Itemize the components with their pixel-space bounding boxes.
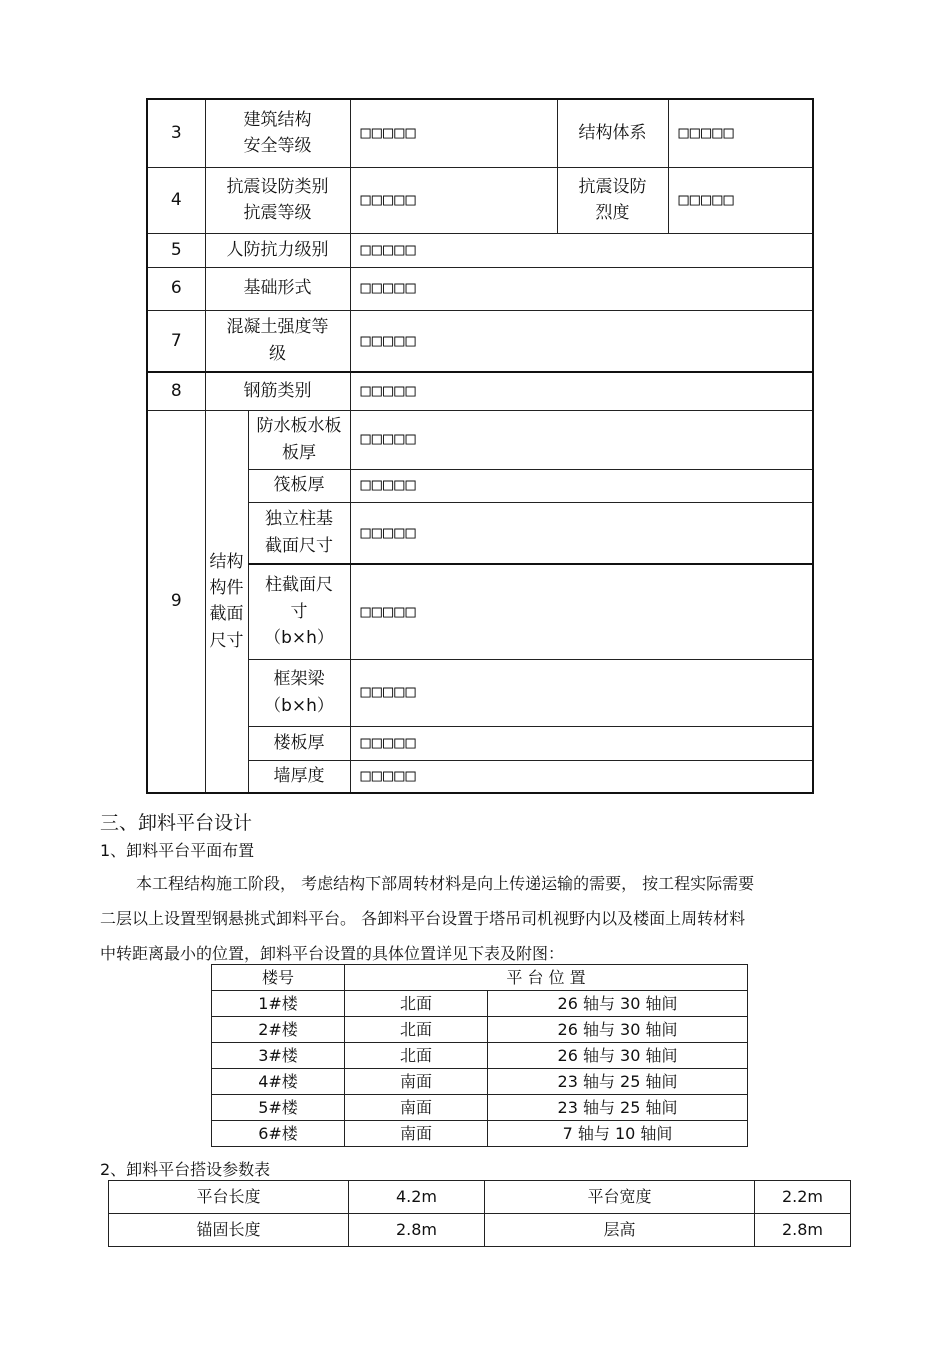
building-cell: 3#楼 <box>212 1043 345 1069</box>
table-row <box>212 1095 748 1121</box>
axis-cell: 23 轴与 25 轴间 <box>488 1069 748 1095</box>
row-label: 抗震设防类别 抗震等级 <box>205 167 350 233</box>
paragraph-line: 本工程结构施工阶段， 考虑结构下部周转材料是向上传递运输的需要， 按工程实际需要 <box>136 874 755 893</box>
placeholder-value: □□□□□ <box>668 99 813 167</box>
row-label: 人防抗力级别 <box>205 233 350 267</box>
building-cell: 5#楼 <box>212 1095 345 1121</box>
table-row <box>109 1181 851 1214</box>
row-number: 7 <box>147 310 205 372</box>
placeholder-value: □□□□□ <box>350 726 813 760</box>
row-number: 6 <box>147 267 205 310</box>
table-row <box>212 991 748 1017</box>
side-cell: 北面 <box>345 1017 488 1043</box>
table-row <box>109 1214 851 1247</box>
param-value: 4.2m <box>349 1181 485 1214</box>
placeholder-value: □□□□□ <box>350 267 813 310</box>
placeholder-value: □□□□□ <box>350 167 557 233</box>
param-key: 层高 <box>485 1214 755 1247</box>
axis-cell: 23 轴与 25 轴间 <box>488 1095 748 1121</box>
row-number: 5 <box>147 233 205 267</box>
row-number: 9 <box>147 410 205 793</box>
param-key: 锚固长度 <box>109 1214 349 1247</box>
placeholder-value: □□□□□ <box>350 760 813 793</box>
placeholder-value: □□□□□ <box>350 410 813 469</box>
side-cell: 北面 <box>345 991 488 1017</box>
table-row <box>212 1017 748 1043</box>
table-row <box>147 310 813 372</box>
header-position: 平 台 位 置 <box>345 965 748 991</box>
table-row <box>147 233 813 267</box>
side-cell: 南面 <box>345 1095 488 1121</box>
side-cell: 北面 <box>345 1043 488 1069</box>
structure-table <box>146 98 814 794</box>
paragraph-line: 二层以上设置型钢悬挑式卸料平台。 各卸料平台设置于塔吊司机视野内以及楼面上周转材料 <box>100 909 746 928</box>
table-row <box>147 267 813 310</box>
axis-cell: 26 轴与 30 轴间 <box>488 1017 748 1043</box>
subsection-title: 2、卸料平台搭设参数表 <box>100 1160 271 1179</box>
paragraph-line: 中转距离最小的位置，卸料平台设置的具体位置详见下表及附图： <box>100 944 565 963</box>
placeholder-value: □□□□□ <box>350 310 813 372</box>
sub-label: 墙厚度 <box>248 760 350 793</box>
axis-cell: 7 轴与 10 轴间 <box>488 1121 748 1147</box>
row-label: 混凝土强度等 级 <box>205 310 350 372</box>
side-cell: 南面 <box>345 1121 488 1147</box>
building-cell: 4#楼 <box>212 1069 345 1095</box>
placeholder-value: □□□□□ <box>668 167 813 233</box>
param-value: 2.8m <box>349 1214 485 1247</box>
row-number: 3 <box>147 99 205 167</box>
row-number: 4 <box>147 167 205 233</box>
placeholder-value: □□□□□ <box>350 659 813 726</box>
placeholder-value: □□□□□ <box>350 372 813 410</box>
placeholder-value: □□□□□ <box>350 564 813 659</box>
axis-cell: 26 轴与 30 轴间 <box>488 991 748 1017</box>
table-row <box>212 1043 748 1069</box>
sub-label: 楼板厚 <box>248 726 350 760</box>
building-cell: 1#楼 <box>212 991 345 1017</box>
placeholder-value: □□□□□ <box>350 502 813 564</box>
param-key: 平台宽度 <box>485 1181 755 1214</box>
header-building: 楼号 <box>212 965 345 991</box>
sub-label: 筏板厚 <box>248 469 350 502</box>
param-value: 2.8m <box>755 1214 851 1247</box>
table-row <box>212 1121 748 1147</box>
row-label: 抗震设防 烈度 <box>557 167 668 233</box>
table-header-row <box>212 965 748 991</box>
side-cell: 南面 <box>345 1069 488 1095</box>
row-number: 8 <box>147 372 205 410</box>
row-label: 基础形式 <box>205 267 350 310</box>
axis-cell: 26 轴与 30 轴间 <box>488 1043 748 1069</box>
table-row <box>147 410 813 469</box>
subsection-title: 1、卸料平台平面布置 <box>100 841 255 860</box>
platform-position-table <box>211 964 748 1147</box>
params-table <box>108 1180 851 1247</box>
sub-label: 柱截面尺 寸 （b×h） <box>248 564 350 659</box>
row-label: 结构体系 <box>557 99 668 167</box>
table-row <box>147 372 813 410</box>
row-label: 钢筋类别 <box>205 372 350 410</box>
sub-label: 独立柱基 截面尺寸 <box>248 502 350 564</box>
sub-label: 框架梁 （b×h） <box>248 659 350 726</box>
sub-label: 防水板水板 板厚 <box>248 410 350 469</box>
table-row <box>147 99 813 167</box>
group-label: 结构 构件 截面 尺寸 <box>205 410 248 793</box>
placeholder-value: □□□□□ <box>350 469 813 502</box>
building-cell: 6#楼 <box>212 1121 345 1147</box>
placeholder-value: □□□□□ <box>350 233 813 267</box>
table-row <box>147 167 813 233</box>
placeholder-value: □□□□□ <box>350 99 557 167</box>
table-row <box>212 1069 748 1095</box>
building-cell: 2#楼 <box>212 1017 345 1043</box>
row-label: 建筑结构 安全等级 <box>205 99 350 167</box>
section-title: 三、卸料平台设计 <box>100 812 253 834</box>
param-value: 2.2m <box>755 1181 851 1214</box>
param-key: 平台长度 <box>109 1181 349 1214</box>
